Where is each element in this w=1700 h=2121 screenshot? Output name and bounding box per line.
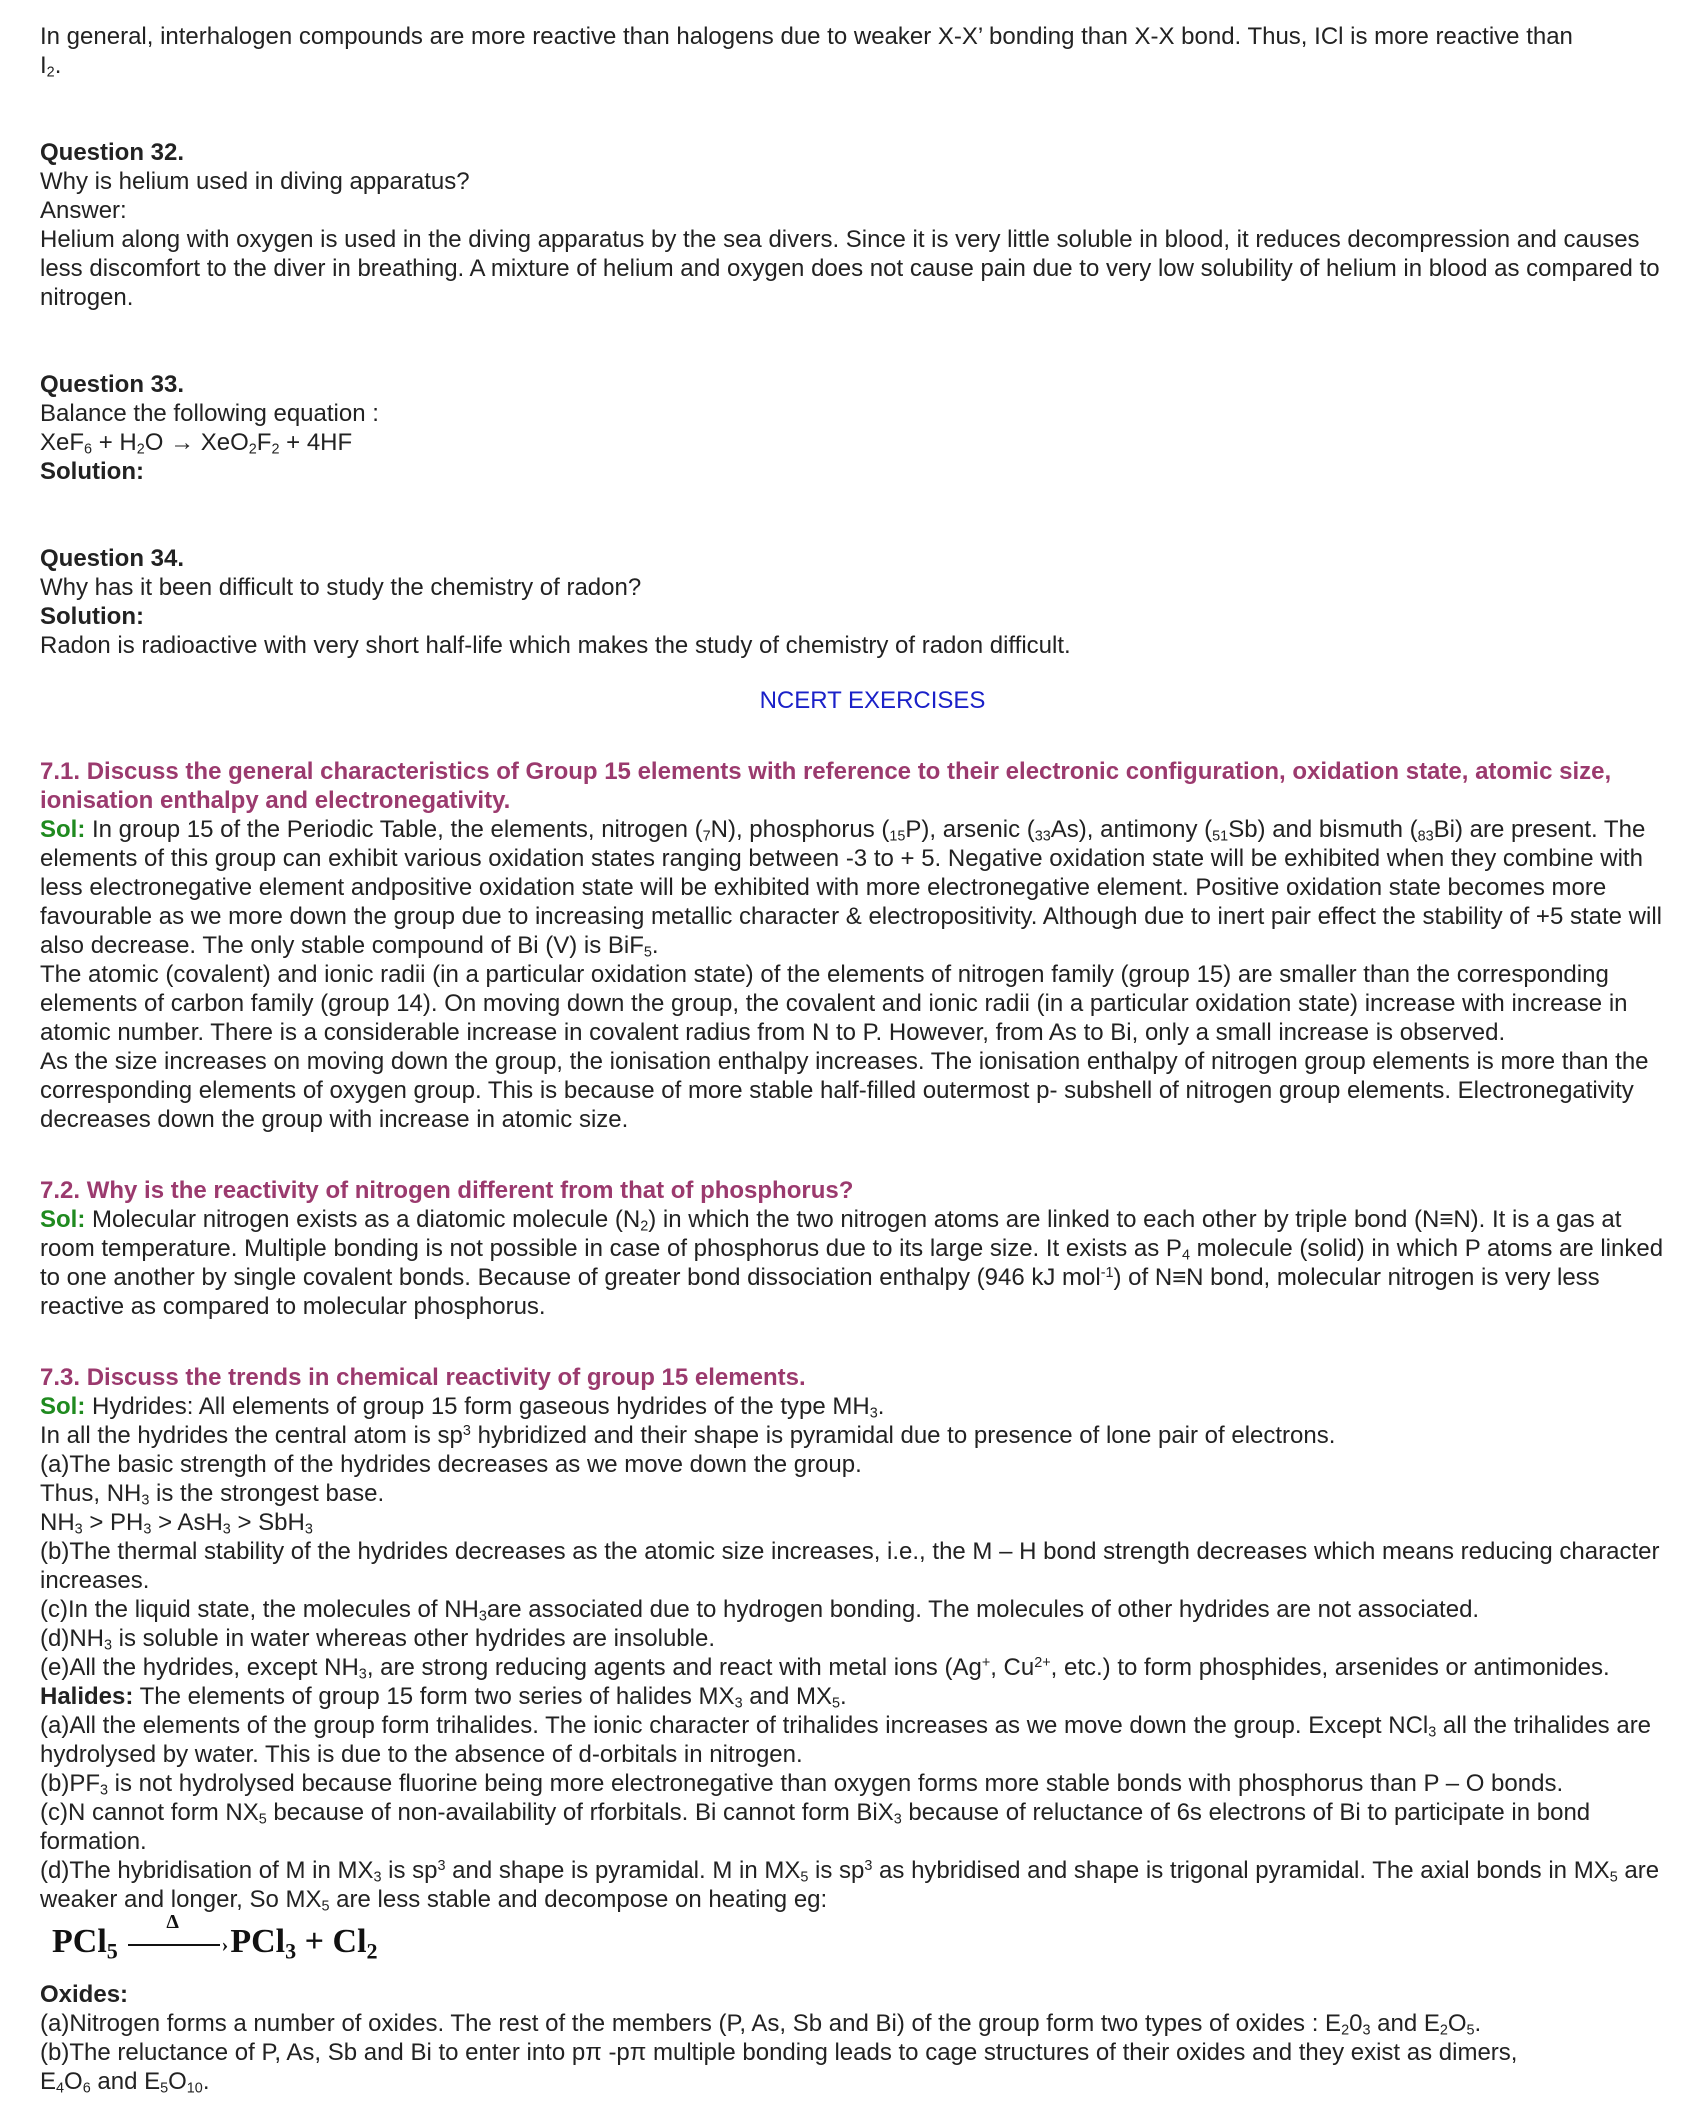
question-32 [40, 138, 1670, 312]
halides-point-b: $(b)PF_3$ is not hydrolysed because fluorine being more electronegative than oxygen forms more stable bonds with phosphorus than P – O bonds. [40, 1770, 1564, 1799]
hydrides-point-e: (e)All the hydrides, except $NH_3$, are strong reducing agents and react with metal ions (Ag+, $Cu^{2+}$, etc.) to form phosphides, arsenides or antimonides. [40, 1654, 1610, 1683]
chemical-equation: $XeF_6 + H_2O \to XeO_2F_2 + 4HF$ [40, 429, 353, 458]
exercise-heading: 7.3. Discuss the trends in chemical reactivity of group 15 elements. [40, 1364, 806, 1391]
hydrides-strongest-base: Thus, $NH_3$ is the strongest base. [40, 1480, 385, 1509]
question-text: Balance the following equation : [40, 400, 379, 427]
halides-intro: Halides: The elements of group 15 form two series of halides $MX_3$ and $MX_5$. [40, 1683, 847, 1712]
exercise-7-3 [40, 1363, 1670, 2096]
question-34 [40, 544, 1670, 660]
halides-point-c: (c)N cannot form $NX_5$ because of non-availability of rforbitals. Bi cannot form BiX$_3$ because of reluctance of 6s electrons of Bi to participate in bond formation. [40, 1799, 1591, 1855]
sol-label: Sol: [40, 816, 86, 843]
solution-label: Solution: [40, 458, 144, 485]
hydrides-point-a: (a)The basic strength of the hydrides decreases as we move down the group. [40, 1451, 862, 1478]
halides-point-a: (a)All the elements of the group form trihalides. The ionic character of trihalides increases as we move down the group. Except NCl$_3$ all the trihalides are hydrolysed by water. This is due to the absence of d-orbitals in nitrogen. [40, 1712, 1652, 1768]
question-text: Why is helium used in diving apparatus? [40, 168, 470, 195]
section-title: NCERT EXERCISES [759, 687, 986, 714]
question-heading: Question 33. [40, 371, 185, 398]
solution-paragraph: The atomic (covalent) and ionic radii (in a particular oxidation state) of the elements of nitrogen family (group 15) are smaller than the corresponding elements of carbon family (group 14). On moving down the group, the covalent and ionic radii (in a particular oxidation state) increase with increase in atomic number. There is a considerable increase in covalent radius from N to P. However, from As to Bi, only a small increase is observed. [40, 961, 1628, 1046]
hydrides-point-c: (c)In the liquid state, the molecules of $NH_3are$ associated due to hydrogen bonding. The molecules of other hydrides are not associated. [40, 1596, 1480, 1625]
heat-arrow-icon: Δ › [128, 1934, 228, 1954]
hydrides-basicity-order: $NH_3 > PH_3 > AsH_3 > SbH_3$ [40, 1509, 313, 1538]
solution-paragraph: Sol: In group 15 of the Periodic Table, the elements, nitrogen $(_7N)$, phosphorus $(_{15}P)$, arsenic $(_{33}As)$, antimony $(_{51}Sb)$ and bismuth $(_{83}Bi)$ are present. The elements of this group can exhibit various oxidation states ranging between -3 to + 5. Negative oxidation state will be exhibited when they combine with less electronegative element andpositive oxidation state will be exhibited with more electronegative element. Positive oxidation state becomes more favourable as we more down the group due to increasing metallic character & electropositivity. Although due to inert pair effect the stability of +5 state will also decrease. The only stable compound of Bi (V) is BiF$_5$. [40, 816, 1662, 961]
solution-paragraph: Sol: Molecular nitrogen exists as a diatomic molecule $(N_2)$ in which the two nitrogen atoms are linked to each other by triple bond (N≡N). It is a gas at room temperature. Multiple bonding is not possible in case of phosphorus due to its large size. It exists as $P_4$ molecule (solid) in which P atoms are linked to one another by single covalent bonds. Because of greater bond dissociation enthalpy (946 kJ mol$^{-1}$) of N≡N bond, molecular nitrogen is very less reactive as compared to molecular phosphorus. [40, 1206, 1664, 1320]
hydrides-point-d: $(d)NH_3$ is soluble in water whereas other hydrides are insoluble. [40, 1625, 716, 1654]
question-text: Why has it been difficult to study the chemistry of radon? [40, 574, 642, 601]
intro-paragraph: In general, interhalogen compounds are more reactive than halogens due to weaker X-X’ bonding than X-X bond. Thus, ICl is more reactive than $I_2$. [40, 23, 1573, 81]
question-heading: Question 34. [40, 545, 185, 572]
exercise-heading: 7.2. Why is the reactivity of nitrogen different from that of phosphorus? [40, 1177, 854, 1204]
solution-text: Radon is radioactive with very short half-life which makes the study of chemistry of radon difficult. [40, 632, 1071, 659]
solution-paragraph: As the size increases on moving down the group, the ionisation enthalpy increases. The ionisation enthalpy of nitrogen group elements is more than the corresponding elements of oxygen group. This is because of more stable half-filled outermost p- subshell of nitrogen group elements. Electronegativity decreases down the group with increase in atomic size. [40, 1048, 1649, 1133]
sol-label: Sol: [40, 1206, 86, 1233]
hydrides-intro: Sol: Hydrides: All elements of group 15 form gaseous hydrides of the type $MH_3$. [40, 1393, 885, 1422]
halides-point-d: (d)The hybridisation of M in $MX_3$ is $sp^3$ and shape is pyramidal. M in $MX_5$ is $sp^3$ as hybridised and shape is trigonal pyramidal. The axial bonds in $MX_5$ are weaker and longer, So $MX_5$ are less stable and decompose on heating eg: [40, 1857, 1660, 1915]
exercise-7-1 [40, 757, 1670, 1134]
oxides-label: Oxides: [40, 1981, 129, 2008]
solution-label: Solution: [40, 603, 144, 630]
oxides-point-a: (a)Nitrogen forms a number of oxides. The rest of the members (P, As, Sb and Bi) of the group form two types of oxides : $E_20_3$ and $E_2O_5$. [40, 2010, 1482, 2039]
oxides-point-b: (b)The reluctance of P, As, Sb and Bi to enter into pπ -pπ multiple bonding leads to cage structures of their oxides and they exist as dimers, $E_4O_6$ and $E_5O_{10}$. [40, 2039, 1518, 2097]
answer-label: Answer: [40, 197, 127, 224]
question-33 [40, 370, 1670, 486]
hydrides-hybridization: In all the hydrides the central atom is $sp^3$ hybridized and their shape is pyramidal due to presence of lone pair of electrons. [40, 1422, 1336, 1449]
exercise-heading: 7.1. Discuss the general characteristics of Group 15 elements with reference to their electronic configuration, oxidation state, atomic size, ionisation enthalpy and electronegativity. [40, 758, 1612, 814]
exercise-7-2 [40, 1176, 1670, 1321]
halides-label: Halides: [40, 1683, 134, 1710]
hydrides-point-b: (b)The thermal stability of the hydrides decreases as the atomic size increases, i.e., the M – H bond strength decreases which means reducing character increases. [40, 1538, 1660, 1594]
pcl5-decomposition-equation: PCl$_5$ Δ › $PCl_3 + Cl_2$ [52, 1911, 378, 1964]
sol-label: Sol: [40, 1393, 86, 1420]
question-heading: Question 32. [40, 139, 185, 166]
answer-text: Helium along with oxygen is used in the diving apparatus by the sea divers. Since it is very little soluble in blood, it reduces decompression and causes less discomfort to the diver in breathing. A mixture of helium and oxygen does not cause pain due to very low solubility of helium in blood as compared to nitrogen. [40, 226, 1660, 311]
